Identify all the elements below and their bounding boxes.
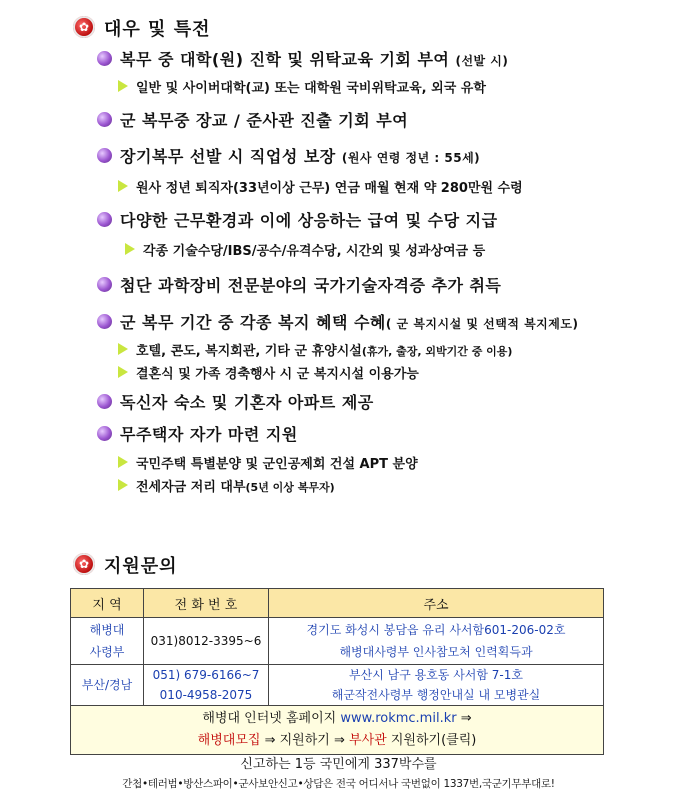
triangle-icon xyxy=(118,80,128,92)
benefit-item: 독신자 숙소 및 기혼자 아파트 제공 xyxy=(120,393,374,412)
benefit-item: 다양한 근무환경과 이에 상응하는 급여 및 수당 지급 xyxy=(120,211,498,230)
table-row xyxy=(71,665,604,706)
homepage-link[interactable]: www.rokmc.mil.kr xyxy=(340,711,457,726)
flower-icon: ✿ xyxy=(73,553,95,575)
region-cell: 부산/경남 xyxy=(71,665,144,706)
triangle-icon xyxy=(118,479,128,491)
benefit-item: 무주택자 자가 마련 지원 xyxy=(120,425,298,444)
triangle-icon xyxy=(118,366,128,378)
benefit-item: 군 복무 기간 중 각종 복지 혜택 수혜( 군 복지시설 및 선택적 복지제도) xyxy=(120,313,579,332)
benefit-subitem: 일반 및 사이버대학(교) 또는 대학원 국비위탁교육, 외국 유학 xyxy=(136,81,486,96)
benefit-subitem: 전세자금 저리 대부(5년 이상 복무자) xyxy=(136,480,335,495)
region-cell: 해병대 사령부 xyxy=(71,618,144,665)
homepage-cell: 해병대 인터넷 홈페이지 www.rokmc.mil.kr ⇒ 해병대모집 ⇒ 지원하기 ⇒ 부사관 지원하기(클릭) xyxy=(71,706,604,755)
benefit-item: 첨단 과학장비 전문분야의 국가기술자격증 추가 취득 xyxy=(120,276,502,295)
phone-cell: 031)8012-3395~6 xyxy=(144,618,269,665)
benefits-title: 대우 및 특전 xyxy=(104,19,211,40)
benefit-item: 군 복무중 장교 / 준사관 진출 기회 부여 xyxy=(120,111,409,130)
table-header-row xyxy=(71,589,604,618)
recruit-link[interactable]: 해병대모집 xyxy=(197,733,261,748)
benefit-subitem: 원사 정년 퇴직자(33년이상 근무) 연금 매월 현재 약 280만원 수령 xyxy=(136,181,523,196)
bullet-icon xyxy=(97,426,112,441)
bullet-icon xyxy=(97,314,112,329)
benefit-subitem: 각종 기술수당/IBS/공수/유격수당, 시간외 및 성과상여금 등 xyxy=(143,244,486,259)
bullet-icon xyxy=(97,112,112,127)
benefit-subitem: 국민주택 특별분양 및 군인공제회 건설 APT 분양 xyxy=(136,457,418,472)
bullet-icon xyxy=(97,51,112,66)
bullet-icon xyxy=(97,277,112,292)
table-row xyxy=(71,618,604,665)
triangle-icon xyxy=(125,243,135,255)
address-cell: 경기도 화성시 봉담읍 유리 사서함601-206-02호 해병대사령부 인사참모처 인력획득과 xyxy=(269,618,604,665)
benefit-subitem: 호텔, 콘도, 복지회관, 기타 군 휴양시설(휴가, 출장, 외박기간 중 이용) xyxy=(136,344,513,359)
triangle-icon xyxy=(118,343,128,355)
triangle-icon xyxy=(118,180,128,192)
header-region: 지 역 xyxy=(71,589,144,618)
bullet-icon xyxy=(97,212,112,227)
phone-cell: 051) 679-6166~7 010-4958-2075 xyxy=(144,665,269,706)
table-footer-row xyxy=(71,706,604,755)
bullet-icon xyxy=(97,394,112,409)
header-address: 주소 xyxy=(269,589,604,618)
benefit-subitem: 결혼식 및 가족 경축행사 시 군 복지시설 이용가능 xyxy=(136,367,419,382)
report-notice: 간첩•테러범•방산스파이•군사보안신고•상담은 전국 어디서나 국번없이 1337번,국군기무부대로! xyxy=(122,778,555,790)
flower-icon: ✿ xyxy=(73,16,95,38)
contact-table xyxy=(70,588,604,755)
benefit-item: 장기복무 선발 시 직업성 보장 (원사 연령 정년 : 55세) xyxy=(120,147,481,166)
nco-link[interactable]: 부사관 xyxy=(349,733,387,748)
address-cell: 부산시 남구 용호동 사서함 7-1호 해군작전사령부 행정안내실 내 모병관실 xyxy=(269,665,604,706)
benefit-item: 복무 중 대학(원) 진학 및 위탁교육 기회 부여 (선발 시) xyxy=(120,50,509,69)
contact-title: 지원문의 xyxy=(104,556,178,577)
triangle-icon xyxy=(118,456,128,468)
bullet-icon xyxy=(97,148,112,163)
report-slogan: 신고하는 1등 국민에게 337박수를 xyxy=(240,757,437,772)
header-phone: 전 화 번 호 xyxy=(144,589,269,618)
apply-link[interactable]: 지원하기(클릭) xyxy=(390,733,477,748)
